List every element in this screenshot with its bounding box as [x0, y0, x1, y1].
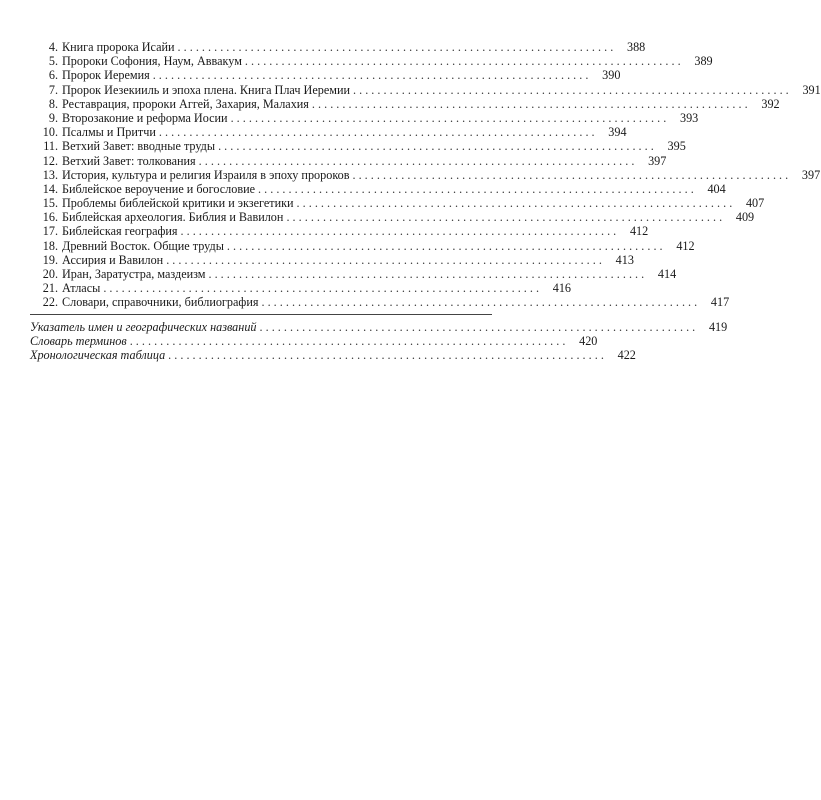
entry-page: 393 — [679, 110, 699, 125]
toc-entry[interactable] — [30, 68, 621, 83]
entry-title: Книга пророка Исайи — [62, 40, 175, 54]
dot-leader — [260, 320, 696, 334]
entry-page: 416 — [552, 281, 572, 296]
entry-title: История, культура и религия Израиля в эпоху пророков — [62, 167, 350, 182]
entry-number: 21. — [42, 281, 58, 296]
entry-number: 8. — [48, 96, 58, 111]
entry-page: 390 — [602, 68, 621, 83]
entry-page: 388 — [626, 40, 646, 54]
toc-entry[interactable] — [30, 196, 765, 211]
entry-number: 6. — [48, 68, 58, 83]
dot-leader — [153, 68, 589, 82]
entry-title: Хронологическая таблица — [30, 347, 166, 362]
entry-page: 412 — [676, 238, 695, 253]
toc-entry[interactable] — [30, 125, 627, 140]
entry-title: Словарь терминов — [30, 333, 127, 348]
dot-leader — [353, 83, 789, 97]
entry-title: Проблемы библейской критики и экзегетики — [62, 196, 294, 211]
entry-number: 20. — [42, 267, 58, 281]
dot-leader — [258, 182, 694, 196]
entry-page: 397 — [801, 167, 821, 182]
toc-entry[interactable] — [30, 82, 821, 97]
entry-page: 407 — [745, 196, 765, 211]
entry-title: Пророк Иезекииль и эпоха плена. Книга Плач Иеремии — [62, 82, 351, 97]
section-divider — [30, 314, 492, 315]
dot-leader — [261, 295, 697, 309]
dot-leader — [159, 125, 595, 139]
entry-title: Библейская археология. Библия и Вавилон — [62, 210, 284, 225]
dot-leader — [208, 267, 644, 281]
entry-title: Ассирия и Вавилон — [62, 252, 164, 267]
dot-leader — [231, 111, 667, 125]
entry-number: 22. — [42, 295, 58, 310]
entry-page: 404 — [707, 181, 726, 196]
dot-leader — [103, 281, 539, 295]
entry-page: 389 — [694, 54, 713, 69]
entry-page: 409 — [735, 210, 755, 225]
toc-entry[interactable] — [30, 153, 667, 168]
entry-page: 391 — [802, 82, 821, 97]
entry-page: 422 — [617, 347, 636, 362]
entry-number: 12. — [42, 153, 58, 168]
toc-entry[interactable] — [30, 40, 646, 54]
entry-page: 392 — [761, 96, 780, 111]
entry-title: Пророк Иеремия — [62, 68, 150, 83]
entry-page: 394 — [608, 125, 627, 140]
toc-entry[interactable] — [30, 139, 686, 154]
entry-number: 7. — [48, 82, 58, 97]
entry-title: Словари, справочники, библиография — [62, 295, 259, 310]
entry-page: 414 — [657, 267, 677, 281]
toc-entry[interactable] — [30, 181, 726, 196]
entry-number: 4. — [48, 40, 58, 54]
entry-number: 9. — [48, 110, 58, 125]
dot-leader — [168, 348, 604, 362]
dot-leader — [181, 224, 617, 238]
entry-page: 395 — [667, 139, 686, 154]
entry-page: 413 — [615, 252, 634, 267]
toc-entry[interactable] — [30, 210, 755, 225]
entry-title: Библейское вероучение и богословие — [62, 181, 256, 196]
entry-title: Второзаконие и реформа Иосии — [62, 110, 228, 125]
toc-entry[interactable] — [30, 238, 695, 253]
toc-entry[interactable] — [30, 224, 649, 239]
entry-number: 15. — [42, 196, 58, 211]
toc-entry[interactable] — [30, 333, 598, 348]
dot-leader — [297, 196, 733, 210]
table-of-contents — [30, 40, 821, 362]
entry-number: 19. — [42, 252, 58, 267]
toc-entry[interactable] — [30, 281, 572, 296]
entry-number: 18. — [42, 238, 58, 253]
dot-leader — [312, 97, 748, 111]
dot-leader — [166, 253, 602, 267]
dot-leader — [286, 210, 722, 224]
appendix-list — [30, 319, 728, 363]
dot-leader — [178, 40, 614, 54]
entry-title: Библейская география — [62, 224, 178, 239]
entry-number: 14. — [42, 181, 58, 196]
dot-leader — [245, 54, 681, 68]
dot-leader — [227, 239, 663, 253]
dot-leader — [218, 139, 654, 153]
dot-leader — [130, 334, 566, 348]
entry-number: 11. — [43, 139, 58, 154]
entry-number: 5. — [48, 54, 58, 69]
entry-page: 420 — [579, 333, 598, 348]
entry-page: 397 — [648, 153, 667, 168]
entry-title: Ветхий Завет: толкования — [62, 153, 196, 168]
entry-title: Пророки Софония, Наум, Аввакум — [62, 54, 242, 69]
entry-page: 412 — [629, 224, 649, 239]
toc-entry[interactable] — [30, 267, 677, 281]
toc-entry[interactable] — [30, 347, 636, 362]
toc-entry[interactable] — [30, 295, 730, 310]
entry-title: Указатель имен и географических названий — [30, 319, 257, 334]
entry-title: Древний Восток. Общие труды — [62, 238, 224, 253]
entry-number: 10. — [42, 125, 58, 140]
toc-entry[interactable] — [30, 252, 634, 267]
entry-title: Ветхий Завет: вводные труды — [62, 139, 216, 154]
chapter-list — [30, 40, 821, 310]
toc-entry[interactable] — [30, 319, 728, 334]
dot-leader — [199, 154, 635, 168]
entry-page: 417 — [710, 295, 730, 310]
entry-title: Псалмы и Притчи — [62, 125, 156, 140]
toc-entry[interactable] — [30, 54, 713, 69]
toc-entry[interactable] — [30, 96, 780, 111]
entry-title: Иран, Заратустра, маздеизм — [62, 267, 206, 281]
toc-entry[interactable] — [30, 167, 821, 182]
entry-page: 419 — [708, 319, 728, 334]
entry-number: 16. — [42, 210, 58, 225]
entry-number: 13. — [42, 167, 58, 182]
entry-number: 17. — [42, 224, 58, 239]
dot-leader — [352, 168, 788, 182]
entry-title: Атласы — [62, 281, 101, 296]
entry-title: Реставрация, пророки Аггей, Захария, Малахия — [62, 96, 309, 111]
toc-entry[interactable] — [30, 110, 699, 125]
